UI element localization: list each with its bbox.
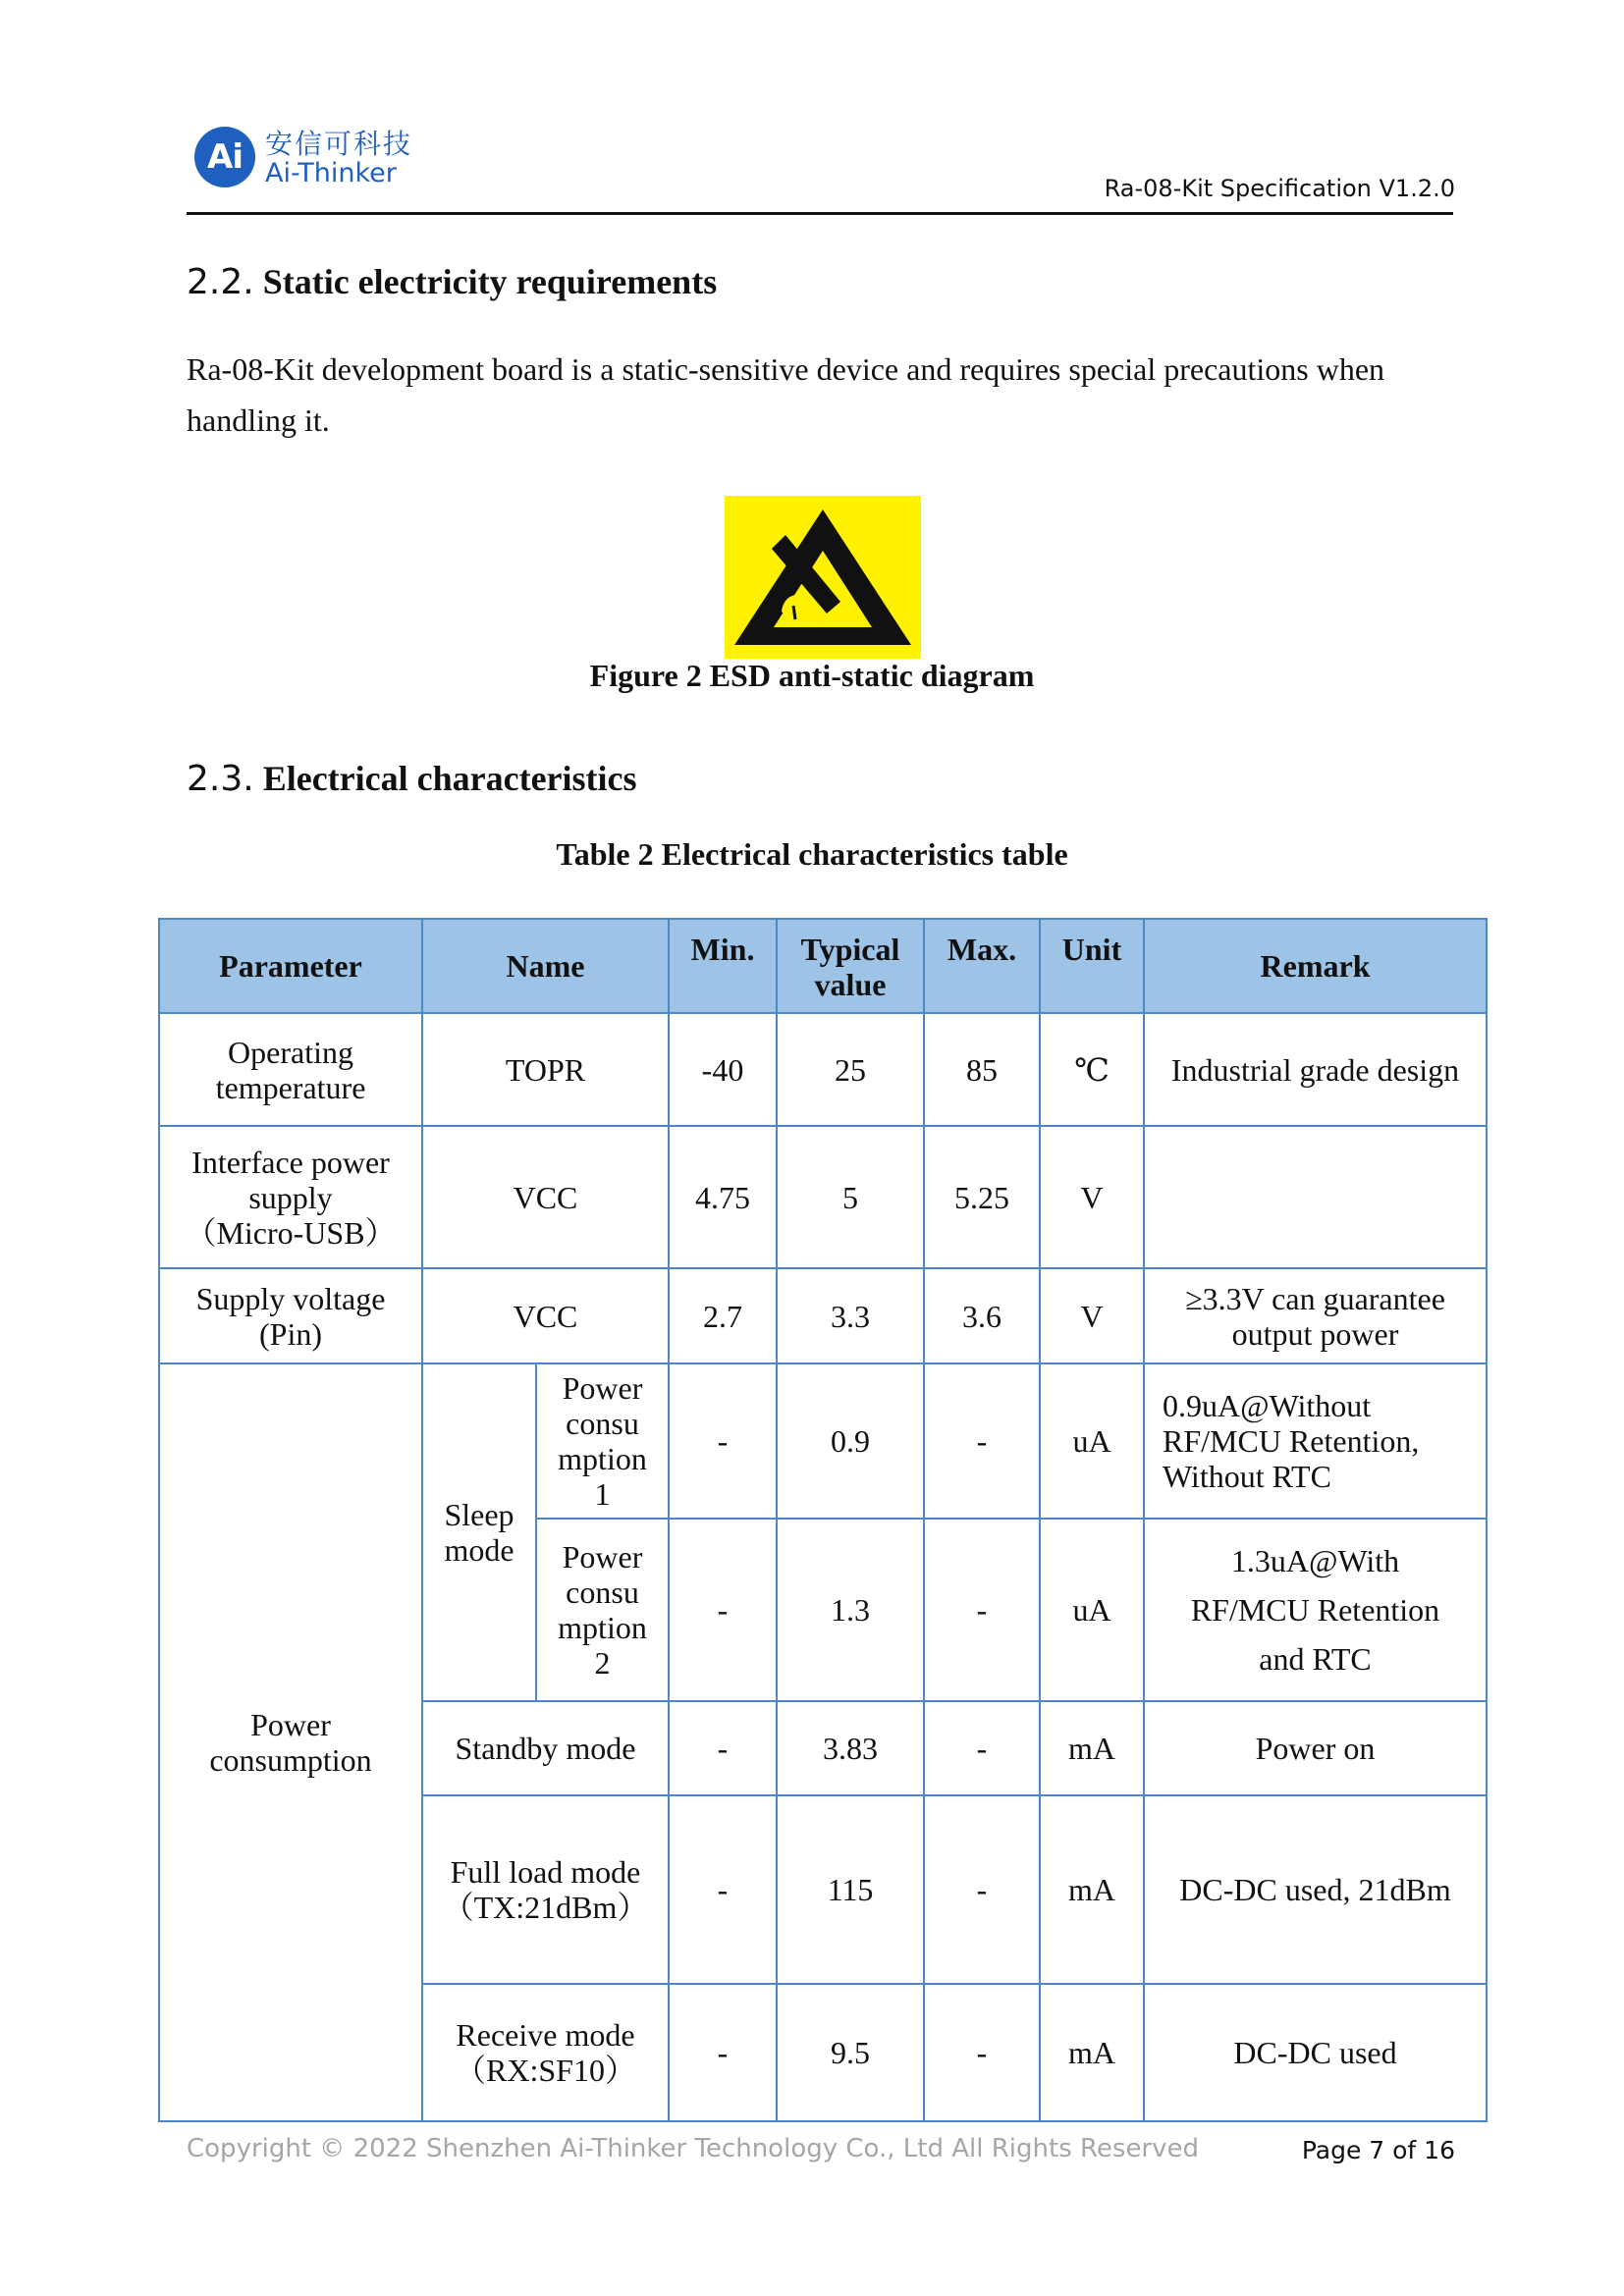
cell-parameter-power: Power consumption — [159, 1363, 422, 2121]
cell-min: -40 — [669, 1013, 777, 1126]
cell-parameter: Supply voltage (Pin) — [159, 1268, 422, 1363]
cell-remark: ≥3.3V can guarantee output power — [1144, 1268, 1487, 1363]
cell-name: Power consu mption 2 — [536, 1519, 669, 1701]
cell-min: - — [669, 1363, 777, 1519]
cell-unit: uA — [1040, 1363, 1144, 1519]
cell-remark: 1.3uA@With RF/MCU Retention and RTC — [1144, 1519, 1487, 1701]
cell-typical: 1.3 — [777, 1519, 924, 1701]
footer-copyright: Copyright © 2022 Shenzhen Ai-Thinker Technology Co., Ltd All Rights Reserved — [187, 2134, 1200, 2163]
table-row — [159, 1363, 1487, 1519]
cell-remark: Industrial grade design — [1144, 1013, 1487, 1126]
cell-min: 2.7 — [669, 1268, 777, 1363]
cell-unit: uA — [1040, 1519, 1144, 1701]
cell-typical: 3.3 — [777, 1268, 924, 1363]
header-parameter: Parameter — [159, 919, 422, 1013]
cell-max: 5.25 — [924, 1126, 1040, 1268]
section-title: Electrical characteristics — [262, 759, 637, 798]
header-typical: Typical value — [777, 919, 924, 1013]
cell-name: Receive mode （RX:SF10） — [422, 1984, 669, 2121]
table-row — [159, 1268, 1487, 1363]
table-row — [159, 1126, 1487, 1268]
cell-remark: 0.9uA@Without RF/MCU Retention, Without RTC — [1144, 1363, 1487, 1519]
cell-name: VCC — [422, 1126, 669, 1268]
cell-max: - — [924, 1701, 1040, 1795]
cell-typical: 25 — [777, 1013, 924, 1126]
cell-unit: V — [1040, 1268, 1144, 1363]
cell-min: - — [669, 1984, 777, 2121]
cell-unit: mA — [1040, 1701, 1144, 1795]
figure-caption: Figure 2 ESD anti-static diagram — [589, 658, 1035, 693]
cell-name: Standby mode — [422, 1701, 669, 1795]
header-divider — [187, 212, 1453, 215]
logo-mark: Ai — [194, 127, 255, 187]
cell-name: VCC — [422, 1268, 669, 1363]
cell-min: - — [669, 1701, 777, 1795]
cell-typical: 115 — [777, 1795, 924, 1984]
cell-name: TOPR — [422, 1013, 669, 1126]
cell-min: - — [669, 1795, 777, 1984]
header-remark: Remark — [1144, 919, 1487, 1013]
cell-parameter: Interface power supply （Micro-USB） — [159, 1126, 422, 1268]
cell-max: 85 — [924, 1013, 1040, 1126]
section-number: 2.3. — [187, 759, 254, 799]
cell-max: - — [924, 1519, 1040, 1701]
cell-max: - — [924, 1363, 1040, 1519]
cell-min: 4.75 — [669, 1126, 777, 1268]
cell-remark: DC-DC used, 21dBm — [1144, 1795, 1487, 1984]
cell-parameter: Operating temperature — [159, 1013, 422, 1126]
cell-max: 3.6 — [924, 1268, 1040, 1363]
cell-typical: 0.9 — [777, 1363, 924, 1519]
section-heading-electrical — [187, 758, 637, 799]
cell-unit: mA — [1040, 1795, 1144, 1984]
header-name: Name — [422, 919, 669, 1013]
header-min: Min. — [669, 919, 777, 1013]
cell-min: - — [669, 1519, 777, 1701]
document-title: Ra-08-Kit Specification V1.2.0 — [1104, 175, 1455, 202]
table-caption: Table 2 Electrical characteristics table — [556, 836, 1068, 872]
cell-max: - — [924, 1984, 1040, 2121]
logo-english-name: Ai-Thinker — [265, 158, 397, 188]
page-number: Page 7 of 16 — [1301, 2136, 1455, 2164]
cell-remark — [1144, 1126, 1487, 1268]
electrical-characteristics-table — [158, 918, 1488, 2122]
cell-typical: 3.83 — [777, 1701, 924, 1795]
cell-typical: 5 — [777, 1126, 924, 1268]
logo-chinese-name: 安信可科技 — [265, 128, 413, 160]
cell-max: - — [924, 1795, 1040, 1984]
esd-warning-icon — [725, 496, 921, 659]
section-heading-static — [187, 261, 717, 302]
cell-name: Power consu mption 1 — [536, 1363, 669, 1519]
cell-name: Full load mode （TX:21dBm） — [422, 1795, 669, 1984]
table-row — [159, 1013, 1487, 1126]
cell-typical: 9.5 — [777, 1984, 924, 2121]
cell-remark: DC-DC used — [1144, 1984, 1487, 2121]
company-logo — [194, 123, 440, 193]
cell-unit: ℃ — [1040, 1013, 1144, 1126]
cell-unit: mA — [1040, 1984, 1144, 2121]
table-header-row — [159, 919, 1487, 1013]
header-unit: Unit — [1040, 919, 1144, 1013]
cell-remark: Power on — [1144, 1701, 1487, 1795]
section-title: Static electricity requirements — [262, 262, 718, 301]
static-paragraph: Ra-08-Kit development board is a static-sensitive device and requires special precautions when handling it. — [187, 351, 1385, 438]
cell-unit: V — [1040, 1126, 1144, 1268]
header-max: Max. — [924, 919, 1040, 1013]
cell-sleep-mode: Sleep mode — [422, 1363, 536, 1701]
section-number: 2.2. — [187, 262, 254, 302]
